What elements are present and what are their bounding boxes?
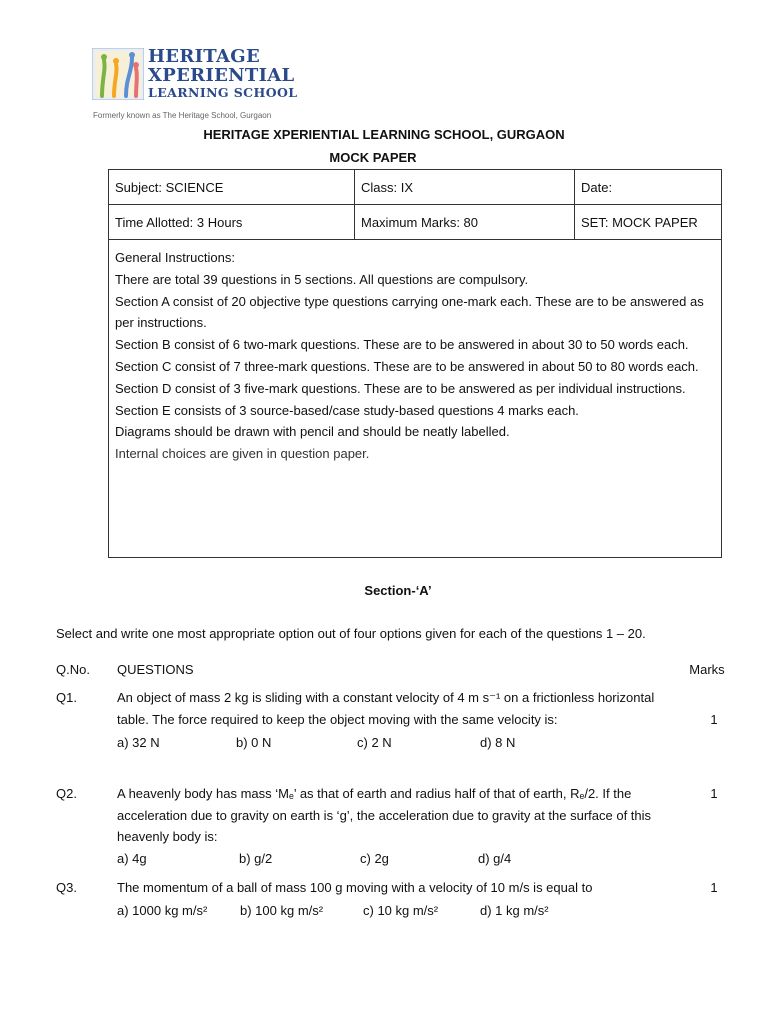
maximum-marks-cell: Maximum Marks: 80 — [355, 205, 575, 240]
instructions-heading: General Instructions: — [115, 250, 235, 265]
set-cell: SET: MOCK PAPER — [575, 205, 722, 240]
option-a: a) 4g — [117, 851, 147, 866]
option-c: c) 2 N — [357, 735, 392, 750]
time-allotted-cell: Time Allotted: 3 Hours — [109, 205, 355, 240]
question-item — [0, 877, 768, 927]
table-row — [109, 170, 722, 205]
option-d: d) 1 kg m/s² — [480, 903, 549, 918]
logo-text-line2: XPERIENTIAL — [148, 65, 295, 86]
question-number: Q1. — [56, 690, 77, 705]
option-b: b) 100 kg m/s² — [240, 903, 324, 918]
option-d: d) 8 N — [480, 735, 516, 750]
section-title: Section-‘A’ — [364, 583, 432, 598]
instruction-line: Diagrams should be drawn with pencil and should be neatly labelled. — [115, 424, 510, 440]
question-marks: 1 — [710, 786, 718, 801]
logo-tagline: Formerly known as The Heritage School, Gurgaon — [93, 111, 272, 120]
logo-text-line3: LEARNING SCHOOL — [148, 85, 298, 100]
general-instructions-box — [108, 239, 722, 558]
instruction-line: Section D consist of 3 five-mark questions. These are to be answered as per individual instructions. — [115, 380, 686, 396]
table-row — [109, 205, 722, 240]
class-cell: Class: IX — [355, 170, 575, 205]
qno-header: Q.No. — [56, 662, 90, 677]
school-logo — [92, 46, 322, 102]
option-c: c) 10 kg m/s² — [363, 903, 439, 918]
instruction-line: Section B consist of 6 two-mark questions. These are to be answered in about 30 to 50 words each. — [115, 337, 689, 353]
question-number: Q3. — [56, 880, 77, 895]
question-text: A heavenly body has mass ‘Mₑ’ as that of earth and radius half of that of earth, Rₑ/2. If the acceleration due to gravity on earth is ‘g’, the acceleration due to gravity at the surface of this heavenly body is: — [117, 786, 652, 845]
questions-header: QUESTIONS — [117, 662, 194, 677]
question-text: The momentum of a ball of mass 100 g moving with a velocity of 10 m/s is equal to — [117, 880, 593, 895]
question-marks: 1 — [710, 880, 718, 895]
paper-title: MOCK PAPER — [329, 150, 417, 165]
option-a: a) 1000 kg m/s² — [117, 903, 208, 918]
option-d: d) g/4 — [478, 851, 512, 866]
school-title: HERITAGE XPERIENTIAL LEARNING SCHOOL, GURGAON — [203, 127, 565, 142]
instruction-line: Section C consist of 7 three-mark questions. These are to be answered in about 50 to 80 words each. — [115, 358, 699, 374]
question-number: Q2. — [56, 786, 77, 801]
date-cell: Date: — [575, 170, 722, 205]
section-instruction: Select and write one most appropriate option out of four options given for each of the questions 1 – 20. — [56, 626, 646, 641]
question-item — [0, 687, 768, 757]
instruction-line: Section A consist of 20 objective type questions carrying one-mark each. These are to be answered as per instructions. — [115, 293, 704, 331]
question-text: An object of mass 2 kg is sliding with a constant velocity of 4 m s⁻¹ on a frictionless horizontal table. The force required to keep the object moving with the same velocity is: — [117, 690, 655, 727]
option-c: c) 2g — [360, 851, 389, 866]
question-marks: 1 — [710, 712, 718, 727]
option-a: a) 32 N — [117, 735, 160, 750]
instruction-line: There are total 39 questions in 5 sections. All questions are compulsory. — [115, 271, 529, 287]
instruction-line: Internal choices are given in question paper. — [115, 446, 370, 462]
option-b: b) 0 N — [236, 735, 272, 750]
option-b: b) g/2 — [239, 851, 273, 866]
exam-info-table — [108, 169, 722, 240]
subject-cell: Subject: SCIENCE — [109, 170, 355, 205]
logo-figures-icon — [92, 48, 144, 100]
question-item — [0, 783, 768, 873]
marks-header: Marks — [689, 662, 725, 677]
logo-text-line1: HERITAGE — [148, 46, 260, 67]
instruction-line: Section E consists of 3 source-based/case study-based questions 4 marks each. — [115, 402, 579, 418]
